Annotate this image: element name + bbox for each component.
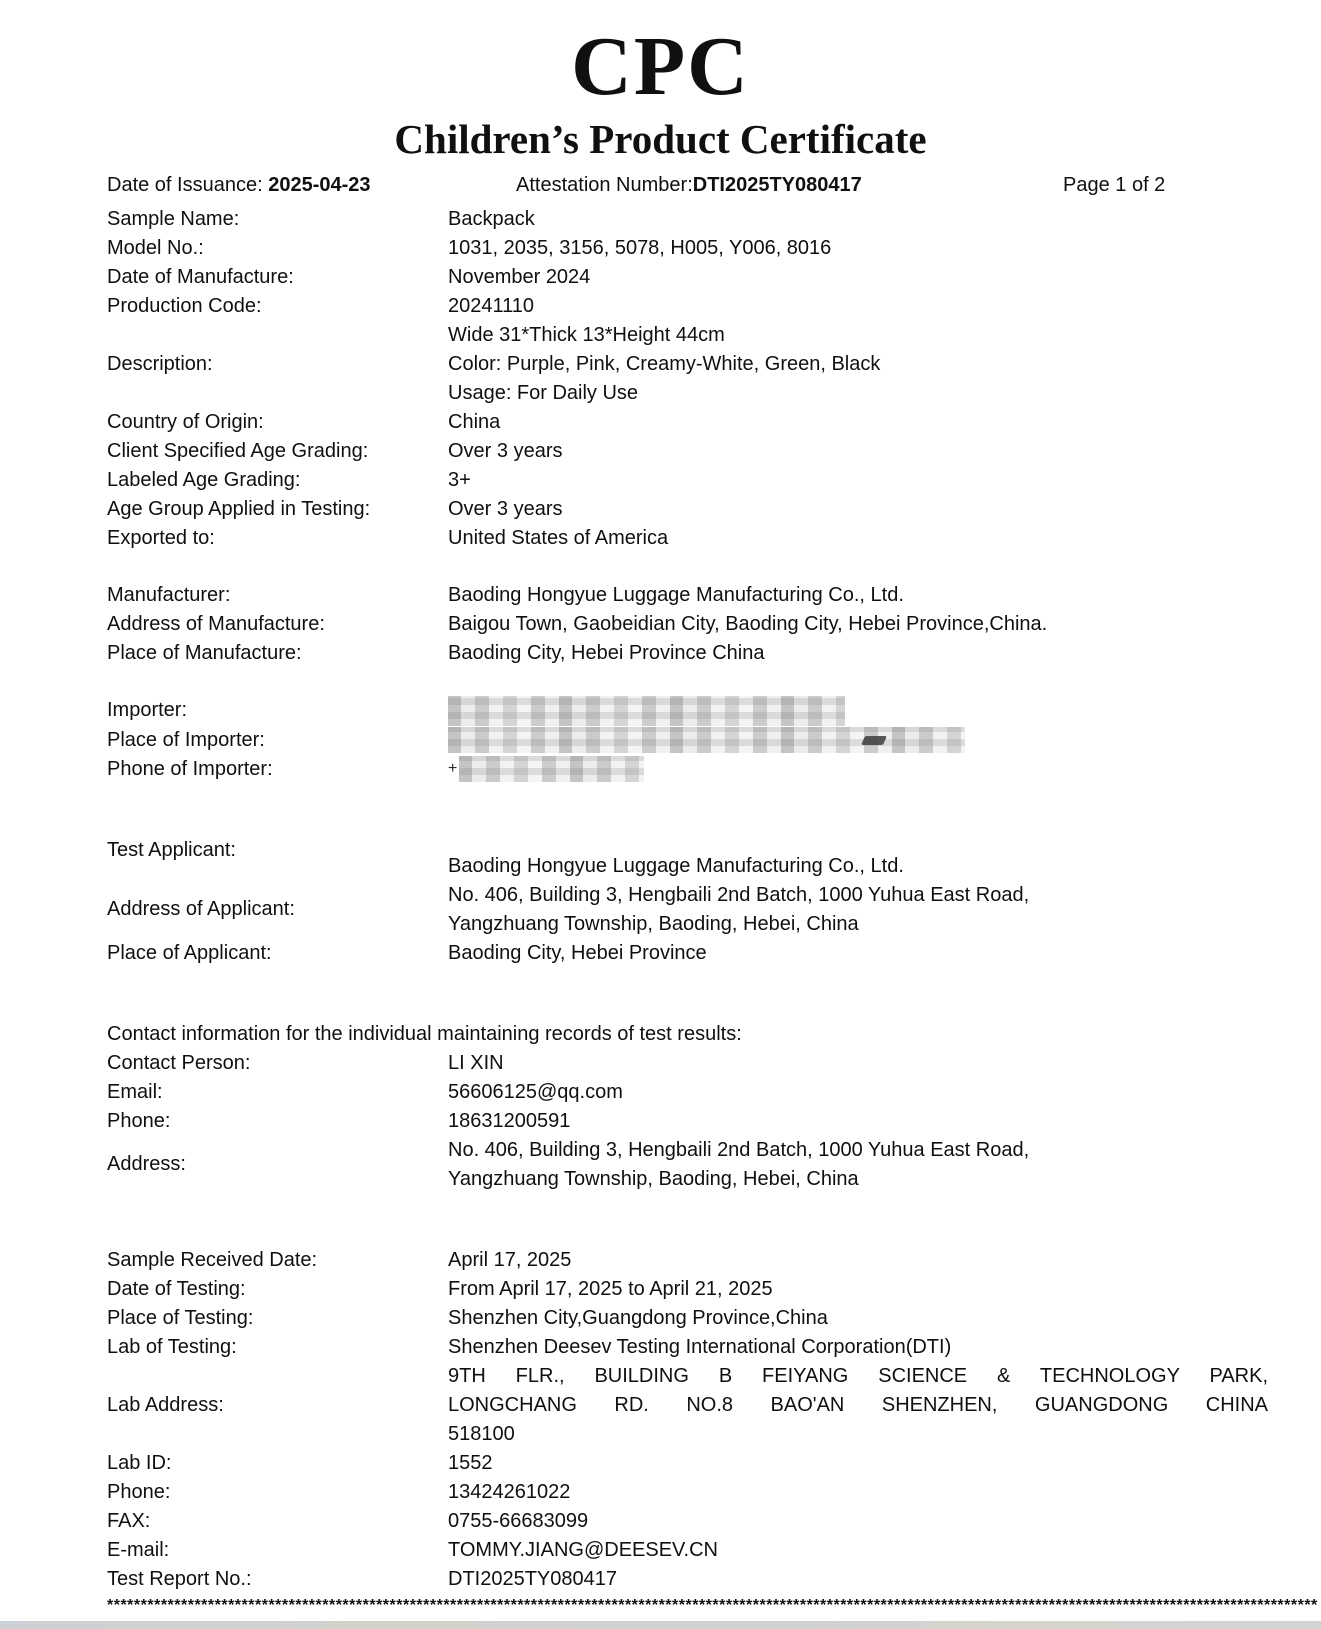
field-label: Lab of Testing: (107, 1335, 237, 1358)
field-row-lab-id (107, 1449, 1268, 1478)
field-label: Sample Received Date: (107, 1248, 318, 1271)
redaction-mosaic (448, 727, 965, 753)
value-line: No. 406, Building 3, Hengbaili 2nd Batch, 1000 Yuhua East Road, (448, 883, 1030, 906)
field-value: Over 3 years (448, 497, 563, 520)
phone-prefix: + (448, 760, 458, 778)
field-row-phone-of-importer (107, 755, 1268, 784)
field-value: Baigou Town, Gaobeidian City, Baoding City, Hebei Province,China. (448, 612, 1048, 635)
field-row-address-of-manufacture (107, 610, 1268, 639)
value-line: Usage: For Daily Use (448, 381, 639, 404)
field-value: Over 3 years (448, 439, 563, 462)
section-spacer (107, 1194, 1268, 1246)
field-label: Model No.: (107, 236, 204, 259)
field-label: Description: (107, 352, 213, 375)
redaction-smudge (861, 736, 887, 745)
field-value: LI XIN (448, 1051, 504, 1074)
field-label: Lab Address: (107, 1393, 224, 1416)
attestation-number (516, 171, 862, 199)
field-value-multiline (448, 881, 1268, 939)
redaction-mosaic (448, 696, 845, 726)
field-value-multiline (448, 1136, 1268, 1194)
field-row-address (107, 1136, 1268, 1194)
field-row-country-of-origin (107, 408, 1268, 437)
field-label: Date of Testing: (107, 1277, 246, 1300)
redacted-value (448, 696, 1268, 726)
redacted-value (448, 756, 1268, 782)
field-label: Labeled Age Grading: (107, 468, 301, 491)
field-label: FAX: (107, 1509, 151, 1532)
field-row-model-no (107, 234, 1268, 263)
field-row-date-of-manufacture (107, 263, 1268, 292)
field-value: United States of America (448, 526, 669, 549)
field-label: Age Group Applied in Testing: (107, 497, 371, 520)
field-label: Place of Manufacture: (107, 641, 302, 664)
field-value: Baoding Hongyue Luggage Manufacturing Co., Ltd. (448, 583, 904, 606)
field-label: Exported to: (107, 526, 215, 549)
field-label: Place of Importer: (107, 728, 265, 751)
field-value: Baoding City, Hebei Province (448, 941, 707, 964)
field-label: Place of Applicant: (107, 941, 272, 964)
field-value: Baoding City, Hebei Province China (448, 641, 765, 664)
field-label: Address of Applicant: (107, 898, 295, 921)
field-label: Date of Manufacture: (107, 265, 294, 288)
field-value: Shenzhen City,Guangdong Province,China (448, 1306, 828, 1329)
field-row-exported-to (107, 524, 1268, 553)
field-label: Test Applicant: (107, 838, 236, 861)
field-row-importer (107, 696, 1268, 726)
section-spacer (107, 553, 1268, 581)
field-label: Manufacturer: (107, 583, 231, 606)
field-label: Phone: (107, 1109, 171, 1132)
field-row-lab-address (107, 1362, 1268, 1449)
value-line: Yangzhuang Township, Baoding, Hebei, China (448, 912, 859, 935)
value-line: 9TH FLR., BUILDING B FEIYANG SCIENCE & TECHNOLOGY PARK, (448, 1364, 1268, 1387)
field-value: 13424261022 (448, 1480, 571, 1503)
field-row-place-of-manufacture (107, 639, 1268, 668)
field-label: Address: (107, 1153, 186, 1176)
field-label: E-mail: (107, 1538, 170, 1561)
field-value: China (448, 410, 501, 433)
field-row-sample-received-date (107, 1246, 1268, 1275)
field-row-phone (107, 1478, 1268, 1507)
date-of-issuance (107, 171, 371, 199)
certificate-body (0, 205, 1321, 1594)
field-row-lab-of-testing (107, 1333, 1268, 1362)
meta-row (0, 171, 1321, 199)
field-row-client-specified-age-grading (107, 437, 1268, 466)
page-title: CPC (571, 20, 750, 113)
field-label: Importer: (107, 699, 188, 722)
field-label: Contact Person: (107, 1051, 251, 1074)
field-row-manufacturer (107, 581, 1268, 610)
page-indicator: Page 1 of 2 (1063, 173, 1166, 196)
field-row-description (107, 321, 1268, 408)
field-value: November 2024 (448, 265, 591, 288)
field-value: 3+ (448, 468, 471, 491)
field-label: Client Specified Age Grading: (107, 439, 369, 462)
section-heading: Contact information for the individual maintaining records of test results: (107, 1022, 742, 1045)
field-label: Place of Testing: (107, 1306, 254, 1329)
field-row-email (107, 1078, 1268, 1107)
field-value: Shenzhen Deesev Testing International Corporation(DTI) (448, 1335, 952, 1358)
field-label: Address of Manufacture: (107, 612, 325, 635)
field-row-test-report-no (107, 1565, 1268, 1594)
page-bottom-edge (0, 1621, 1321, 1629)
field-value: Backpack (448, 207, 535, 230)
field-label: Test Report No.: (107, 1567, 252, 1590)
field-label: Lab ID: (107, 1451, 172, 1474)
field-value: 18631200591 (448, 1109, 571, 1132)
field-row-place-of-applicant (107, 939, 1268, 968)
attestation-number-value: DTI2025TY080417 (692, 173, 862, 196)
field-row-test-applicant (107, 836, 1268, 881)
field-value: 56606125@qq.com (448, 1080, 623, 1103)
field-row-place-of-importer (107, 726, 1268, 755)
value-line: Wide 31*Thick 13*Height 44cm (448, 323, 725, 346)
field-row-age-group-applied-in-testing (107, 495, 1268, 524)
field-value: Baoding Hongyue Luggage Manufacturing Co., Ltd. (448, 854, 904, 877)
field-row-contact-person (107, 1049, 1268, 1078)
field-row-date-of-testing (107, 1275, 1268, 1304)
field-row-labeled-age-grading (107, 466, 1268, 495)
field-label: Email: (107, 1080, 163, 1103)
field-value-multiline (448, 1362, 1268, 1449)
field-value: 20241110 (448, 294, 535, 317)
field-value: 1552 (448, 1451, 493, 1474)
field-row-place-of-testing (107, 1304, 1268, 1333)
field-row-fax (107, 1507, 1268, 1536)
field-label: Production Code: (107, 294, 262, 317)
field-row-address-of-applicant (107, 881, 1268, 939)
field-value: April 17, 2025 (448, 1248, 572, 1271)
page-subtitle: Children’s Product Certificate (394, 115, 927, 162)
field-row-production-code (107, 292, 1268, 321)
field-label: Phone of Importer: (107, 757, 273, 780)
field-label: Country of Origin: (107, 410, 264, 433)
value-line: No. 406, Building 3, Hengbaili 2nd Batch, 1000 Yuhua East Road, (448, 1138, 1030, 1161)
attestation-number-label: Attestation Number: (516, 173, 693, 196)
field-value: From April 17, 2025 to April 21, 2025 (448, 1277, 773, 1300)
date-of-issuance-value: 2025-04-23 (268, 173, 371, 196)
field-label: Phone: (107, 1480, 171, 1503)
field-value-multiline (448, 321, 1268, 408)
field-label: Sample Name: (107, 207, 240, 230)
field-row-phone (107, 1107, 1268, 1136)
field-value: 0755-66683099 (448, 1509, 589, 1532)
redaction-mosaic (459, 756, 644, 782)
section-spacer (107, 968, 1268, 1020)
field-value: TOMMY.JIANG@DEESEV.CN (448, 1538, 718, 1561)
value-line: Yangzhuang Township, Baoding, Hebei, China (448, 1167, 859, 1190)
date-of-issuance-label: Date of Issuance: (107, 173, 263, 196)
field-value: 1031, 2035, 3156, 5078, H005, Y006, 8016 (448, 236, 832, 259)
field-row-sample-name (107, 205, 1268, 234)
field-value: DTI2025TY080417 (448, 1567, 618, 1590)
value-line: Color: Purple, Pink, Creamy-White, Green, Black (448, 352, 881, 375)
section-spacer (107, 668, 1268, 696)
value-line: LONGCHANG RD. NO.8 BAO'AN SHENZHEN, GUANGDONG CHINA (448, 1393, 1268, 1416)
separator-stars: ************************************************************************************************************************************************************************************ (107, 1596, 1318, 1614)
section-spacer (107, 784, 1268, 836)
redacted-value (448, 727, 1268, 753)
field-row-e-mail (107, 1536, 1268, 1565)
value-line: 518100 (448, 1422, 515, 1445)
